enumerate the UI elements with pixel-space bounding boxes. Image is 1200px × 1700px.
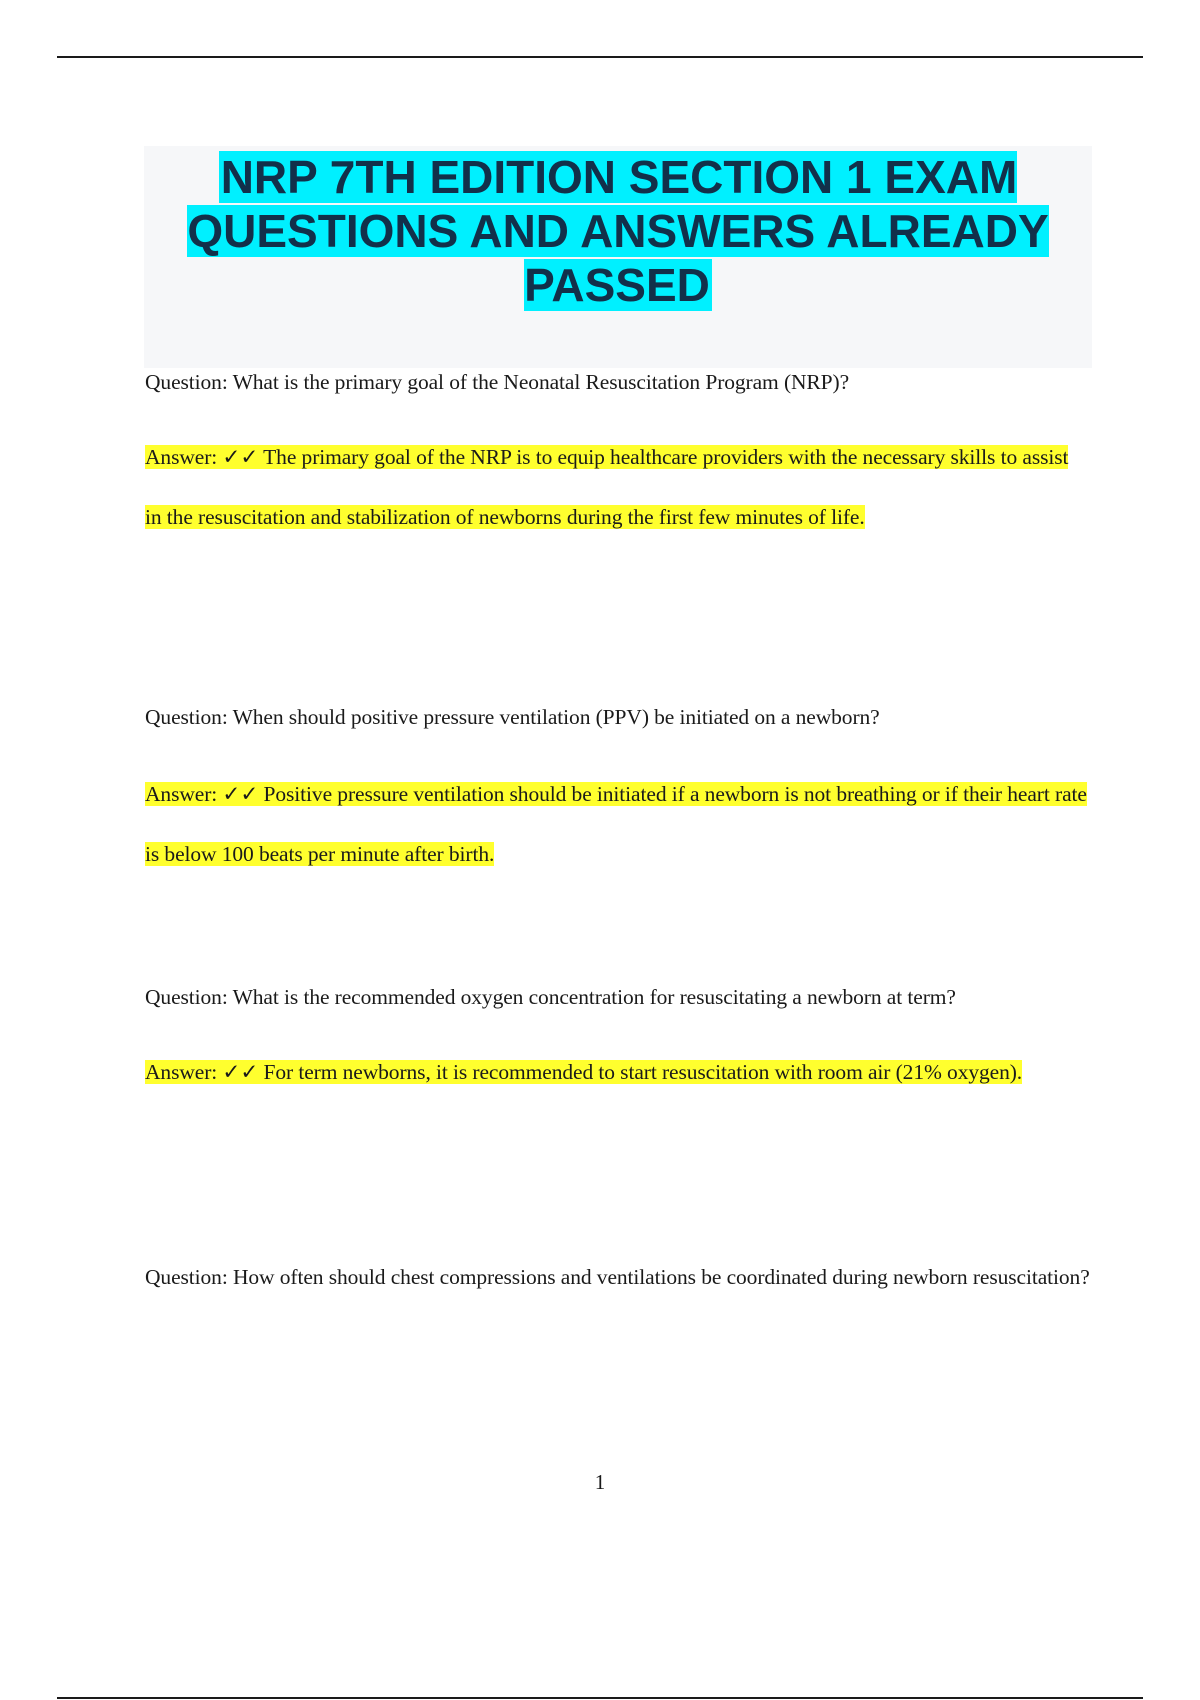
answer-3-text: Answer: ✓✓ For term newborns, it is recommended to start resuscitation with room air (21% oxygen). — [145, 1060, 1023, 1084]
document-title-text: NRP 7TH EDITION SECTION 1 EXAM QUESTIONS AND ANSWERS ALREADY PASSED — [187, 151, 1049, 311]
bottom-rule — [57, 1697, 1143, 1699]
question-2: Question: When should positive pressure ventilation (PPV) be initiated on a newborn? — [145, 705, 880, 729]
answer-2-text: Answer: ✓✓ Positive pressure ventilation should be initiated if a newborn is not breathing or if their heart rate is below 100 beats per minute after birth. — [145, 782, 1087, 866]
document-title — [144, 150, 1092, 312]
answer-1-text: Answer: ✓✓ The primary goal of the NRP is to equip healthcare providers with the necessary skills to assist in the resuscitation and stabilization of newborns during the first few minutes of life. — [145, 445, 1069, 529]
top-rule — [57, 56, 1143, 58]
answer-1 — [145, 427, 1090, 547]
question-3: Question: What is the recommended oxygen concentration for resuscitating a newborn at term? — [145, 985, 956, 1009]
answer-3 — [145, 1042, 1090, 1102]
page-number: 1 — [594, 1470, 606, 1494]
question-1: Question: What is the primary goal of the Neonatal Resuscitation Program (NRP)? — [145, 370, 850, 394]
question-4: Question: How often should chest compressions and ventilations be coordinated during newborn resuscitation? — [145, 1265, 1090, 1289]
answer-2 — [145, 764, 1090, 884]
title-block — [144, 146, 1092, 368]
